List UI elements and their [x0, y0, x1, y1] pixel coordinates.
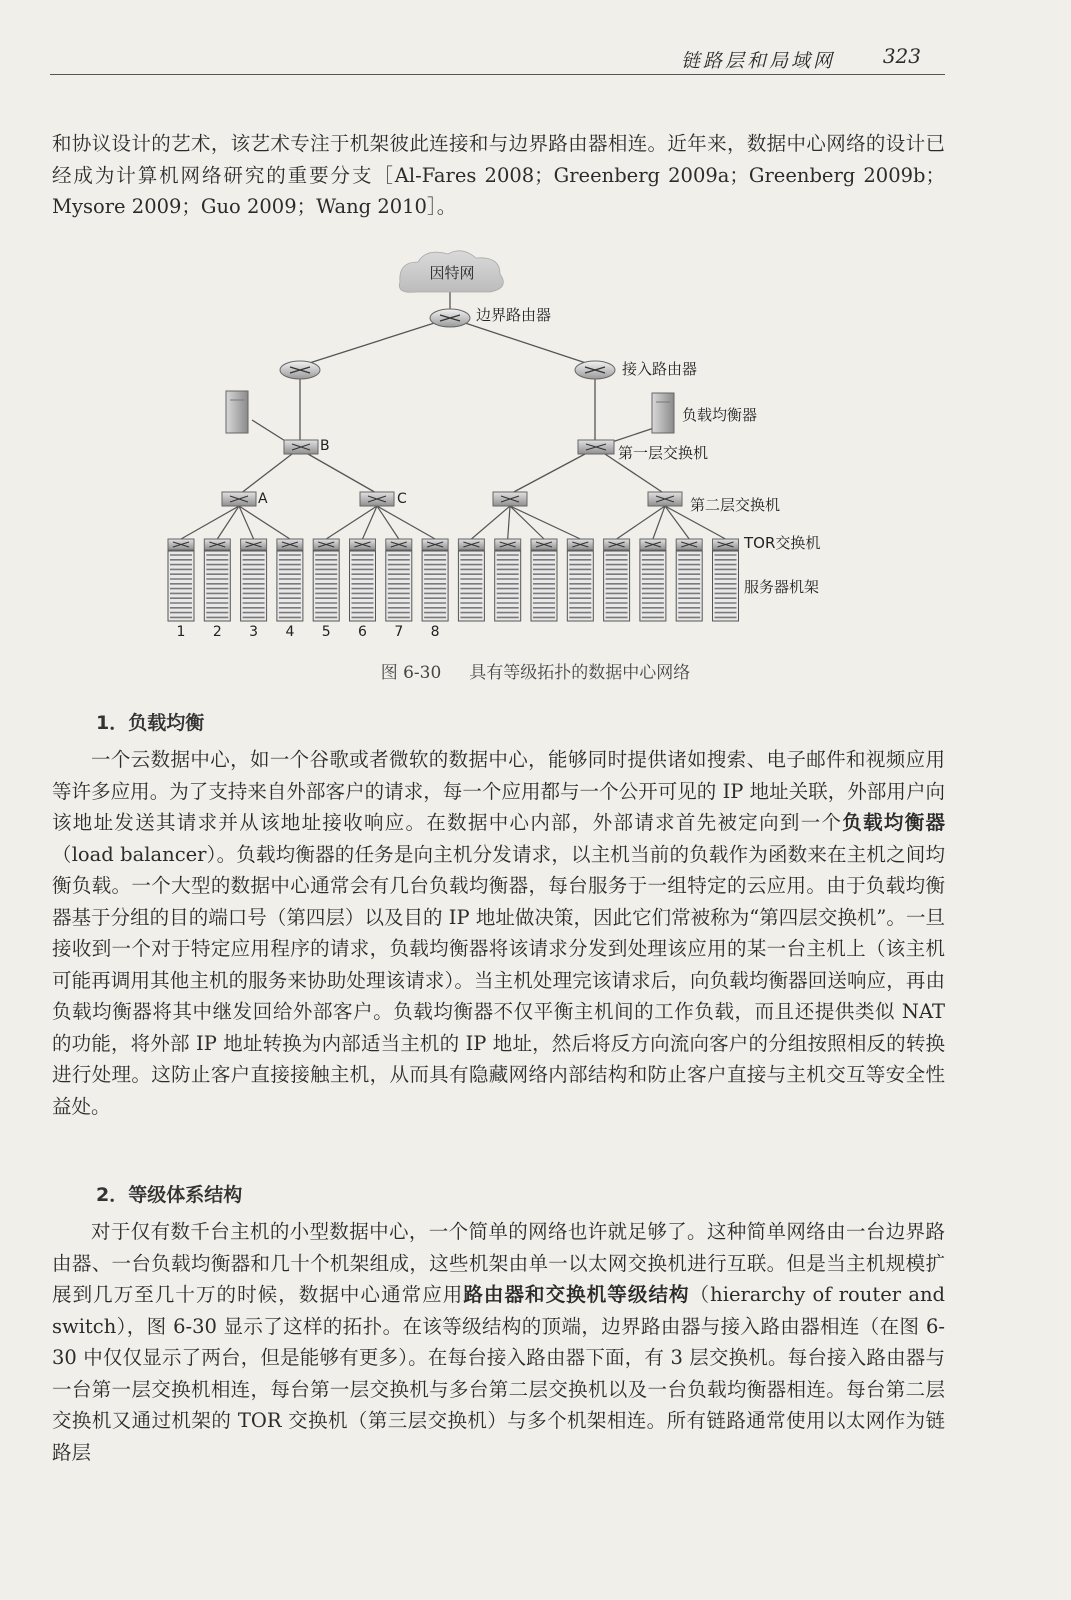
tier2-switch-label: 第二层交换机: [690, 496, 781, 514]
server-rack: [676, 539, 702, 621]
server-rack: [422, 539, 448, 621]
tier2-tor-link: [665, 506, 689, 539]
term-router-switch-hierarchy: 路由器和交换机等级结构: [463, 1283, 690, 1306]
tier1-switch-b: [284, 438, 330, 454]
server-rack: [350, 539, 376, 621]
section1-text-before: 一个云数据中心，如一个谷歌或者微软的数据中心，能够同时提供诸如搜索、电子邮件和视频应用等许多应用。为了支持来自外部客户的请求，每一个应用都与一个公开可见的 IP 地址关联，外部用户向该地址发送其请求并从该地址接收响应。在数据中心内部，外部请求首先被定向到一个: [52, 748, 945, 834]
node-b-label: B: [320, 438, 330, 454]
rack-body: [458, 551, 484, 621]
section2-text-before: 对于仅有数千台主机的小型数据中心，一个简单的网络也许就足够了。这种简单网络由一台边界路由器、一台负载均衡器和几十个机架组成，这些机架由单一以太网交换机进行互联。但是当主机规模扩展到几万至几十万的时候，数据中心通常应用: [52, 1220, 945, 1306]
rack-number: 3: [249, 624, 259, 640]
rack-body: [204, 551, 230, 621]
rack-body: [277, 551, 303, 621]
rack-body: [567, 551, 593, 621]
tier2-switch-c: [360, 491, 407, 507]
rack-body: [531, 551, 557, 621]
tor-switch-label: TOR交换机: [744, 534, 821, 552]
rack-number: 1: [176, 624, 186, 640]
server-rack: [204, 539, 230, 621]
server-rack: [604, 539, 630, 621]
server-rack: [495, 539, 521, 621]
tier2-tor-link: [471, 506, 510, 539]
figure-6-30: [160, 248, 860, 648]
tier2-switch-a: [222, 491, 268, 507]
rack-body: [495, 551, 521, 621]
server-rack: [713, 539, 739, 621]
rack-number: 2: [212, 624, 222, 640]
tier2-switches: [222, 491, 780, 514]
section-load-balancing-body: [52, 744, 945, 1122]
server-rack: [168, 539, 194, 621]
section2-text-after: （hierarchy of router and switch），图 6-30 显示了这样的拓扑。在该等级结构的顶端，边界路由器与接入路由器相连（在图 6-30 中仅仅显示了两台，但是能够有更多）。在每台接入路由器下面，有 3 层交换机。每台接入路由器与一台第一层交换机相连，每台第一层交换机与多台第二层交换机以及一台负载均衡器相连。每台第二层交换机又通过机架的 TOR 交换机（第三层交换机）与多个机架相连。所有链路通常使用以太网作为链路层: [52, 1283, 945, 1464]
rack-body: [676, 551, 702, 621]
section-heading-hierarchy: 2．等级体系结构: [96, 1184, 243, 1206]
server-rack: [241, 539, 267, 621]
node-a-label: A: [258, 491, 268, 507]
rack-number: 8: [430, 624, 440, 640]
tor-links: [181, 506, 726, 539]
running-title: 链路层和局域网: [680, 50, 835, 72]
section-hierarchy-body: [52, 1216, 945, 1468]
server-rack: [313, 539, 339, 621]
page-header: [50, 40, 945, 75]
node-c-label: C: [397, 491, 407, 507]
rack-number: 4: [285, 624, 295, 640]
caption-number: 图 6-30: [380, 663, 442, 683]
border-router: [430, 306, 551, 327]
section-heading-load-balancing: 1．负载均衡: [96, 712, 205, 734]
tier1-switch-right: [578, 440, 708, 462]
rack-body: [350, 551, 376, 621]
tier2-tor-link: [510, 506, 580, 539]
internet-cloud: [399, 251, 503, 292]
access-router-right: [575, 360, 697, 379]
load-balancer-label: 负载均衡器: [682, 406, 758, 424]
rack-number: 5: [321, 624, 331, 640]
internet-label: 因特网: [429, 264, 475, 282]
rack-number: 7: [394, 624, 404, 640]
rack-body: [640, 551, 666, 621]
page-number: 323: [882, 44, 921, 68]
server-rack: [386, 539, 412, 621]
server-rack: [640, 539, 666, 621]
rack-body: [313, 551, 339, 621]
intro-paragraph: 和协议设计的艺术，该艺术专注于机架彼此连接和与边界路由器相连。近年来，数据中心网络的设计已经成为计算机网络研究的重要分支［Al-Fares 2008；Greenberg 2009a；Greenberg 2009b；Mysore 2009；Guo 2009；Wang 2010］。: [52, 132, 945, 218]
rack-body: [168, 551, 194, 621]
rack-body: [386, 551, 412, 621]
caption-text: 具有等级拓扑的数据中心网络: [469, 663, 691, 683]
rack-body: [422, 551, 448, 621]
rack-body: [604, 551, 630, 621]
tier2-tor-link: [181, 506, 239, 539]
tier2-tor-link: [217, 506, 239, 539]
server-rack: [531, 539, 557, 621]
server-rack-label: 服务器机架: [744, 578, 820, 596]
tier2-tor-link: [508, 506, 510, 539]
rack-body: [241, 551, 267, 621]
rack-body: [713, 551, 739, 621]
tier2-tor-link: [377, 506, 399, 539]
tier2-tor-link: [377, 506, 435, 539]
tier1-switch-label: 第一层交换机: [618, 444, 709, 462]
tier2-switch-3: [493, 492, 527, 506]
access-router-left: [280, 361, 320, 379]
server-rack: [277, 539, 303, 621]
rack-numbers: [177, 624, 440, 640]
figure-caption: [0, 658, 1071, 683]
network-diagram: [160, 248, 860, 648]
intro-paragraph-block: [52, 128, 945, 223]
server-rack: [567, 539, 593, 621]
load-balancer-right: [652, 393, 757, 433]
load-balancer-left: [226, 391, 248, 433]
tier2-tor-link: [653, 506, 665, 539]
border-router-label: 边界路由器: [476, 306, 552, 324]
rack-number: 6: [358, 624, 367, 640]
section1-text-after: （load balancer）。负载均衡器的任务是向主机分发请求，以主机当前的负载作为函数来在主机之间均衡负载。一个大型的数据中心通常会有几台负载均衡器，每台服务于一组特定的云应用。由于负载均衡器基于分组的目的端口号（第四层）以及目的 IP 地址做决策，因此它们常被称为“第四层交换机”。一旦接收到一个对于特定应用程序的请求，负载均衡器将该请求分发到处理该应用的某一台主机上（该主机可能再调用其他主机的服务来协助处理该请求）。当主机处理完该请求后，向负载均衡器回送响应，再由负载均衡器将其中继发回给外部客户。负载均衡器不仅平衡主机间的工作负载，而且还提供类似 NAT 的功能，将外部 IP 地址转换为内部适当主机的 IP 地址，然后将反方向流向客户的分组按照相反的转换进行处理。这防止客户直接接触主机，从而具有隐藏网络内部结构和防止客户直接与主机交互等安全性益处。: [52, 842, 945, 1118]
tier2-tor-link: [617, 506, 665, 539]
tier2-tor-link: [510, 506, 544, 539]
term-load-balancer: 负载均衡器: [842, 811, 945, 834]
server-rack: [458, 539, 484, 621]
access-router-label: 接入路由器: [622, 360, 698, 378]
server-racks: [168, 539, 739, 621]
